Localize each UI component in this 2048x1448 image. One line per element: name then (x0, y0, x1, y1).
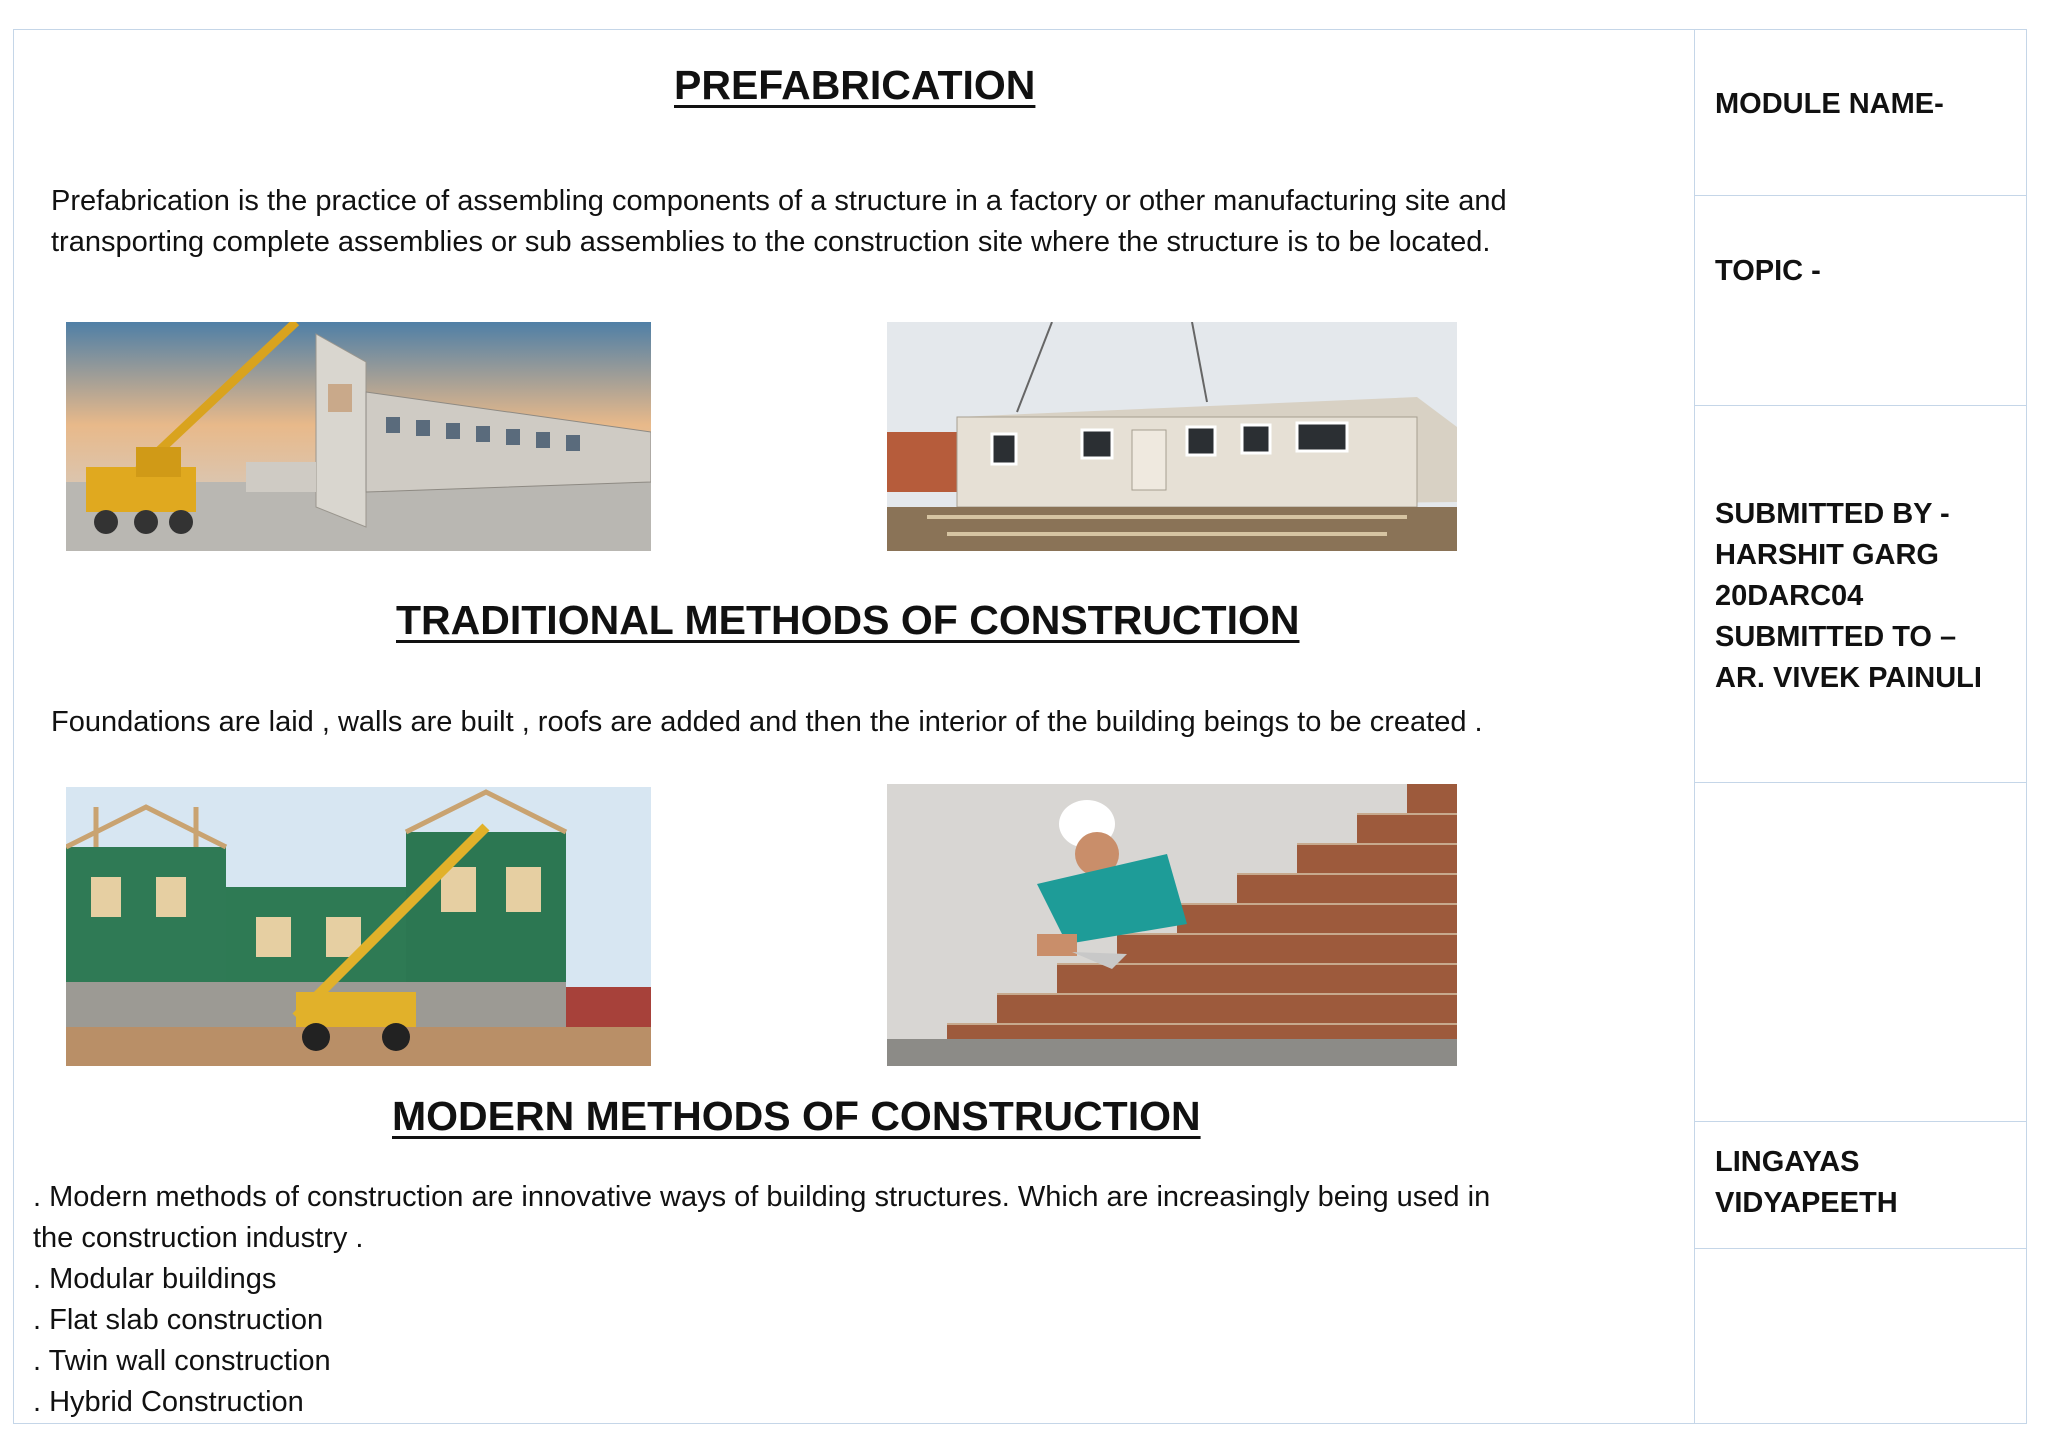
module-name-label: MODULE NAME- (1715, 88, 1944, 120)
submission-cell (1695, 406, 2027, 783)
intro-paragraph (51, 181, 1507, 263)
list-item: the construction industry . (33, 1222, 364, 1254)
intro-line: Prefabrication is the practice of assembling components of a structure in a factory or other manufacturing site and (51, 185, 1507, 217)
student-name: HARSHIT GARG (1715, 539, 1939, 571)
topic-cell (1695, 196, 2027, 406)
submitted-to-label: SUBMITTED TO – (1715, 621, 1957, 653)
page-title: PREFABRICATION (674, 62, 1036, 108)
blank-footer-cell (1695, 1249, 2027, 1422)
modern-heading: MODERN METHODS OF CONSTRUCTION (392, 1093, 1201, 1139)
bricklayer-photo (887, 784, 1457, 1066)
list-item: . Modern methods of construction are innovative ways of building structures. Which are increasingly being used in (33, 1181, 1491, 1213)
institution-cell (1695, 1122, 2027, 1249)
topic-label: TOPIC - (1715, 255, 1821, 287)
institution-line: LINGAYAS (1715, 1146, 1860, 1178)
modern-methods-list (33, 1177, 1490, 1423)
title-block-sidebar (1694, 29, 2027, 1424)
list-item: . Hybrid Construction (33, 1386, 304, 1418)
modular-house-unit-photo (887, 322, 1457, 551)
student-id: 20DARC04 (1715, 580, 1864, 612)
instructor-name: AR. VIVEK PAINULI (1715, 662, 1982, 694)
crane-wall-panel-photo (66, 322, 651, 551)
list-item: . Twin wall construction (33, 1345, 331, 1377)
list-item: . Modular buildings (33, 1263, 277, 1295)
traditional-paragraph: Foundations are laid , walls are built , roofs are added and then the interior of the building beings to be created . (51, 706, 1483, 738)
list-item: . Flat slab construction (33, 1304, 324, 1336)
institution-line: VIDYAPEETH (1715, 1187, 1898, 1219)
timber-frame-house-photo (66, 787, 651, 1066)
empty-cell (1695, 783, 2027, 1122)
intro-line: transporting complete assemblies or sub assemblies to the construction site where the structure is to be located. (51, 226, 1491, 258)
traditional-heading: TRADITIONAL METHODS OF CONSTRUCTION (396, 597, 1300, 643)
module-name-cell (1695, 29, 2027, 196)
submitted-by-label: SUBMITTED BY - (1715, 498, 1950, 530)
